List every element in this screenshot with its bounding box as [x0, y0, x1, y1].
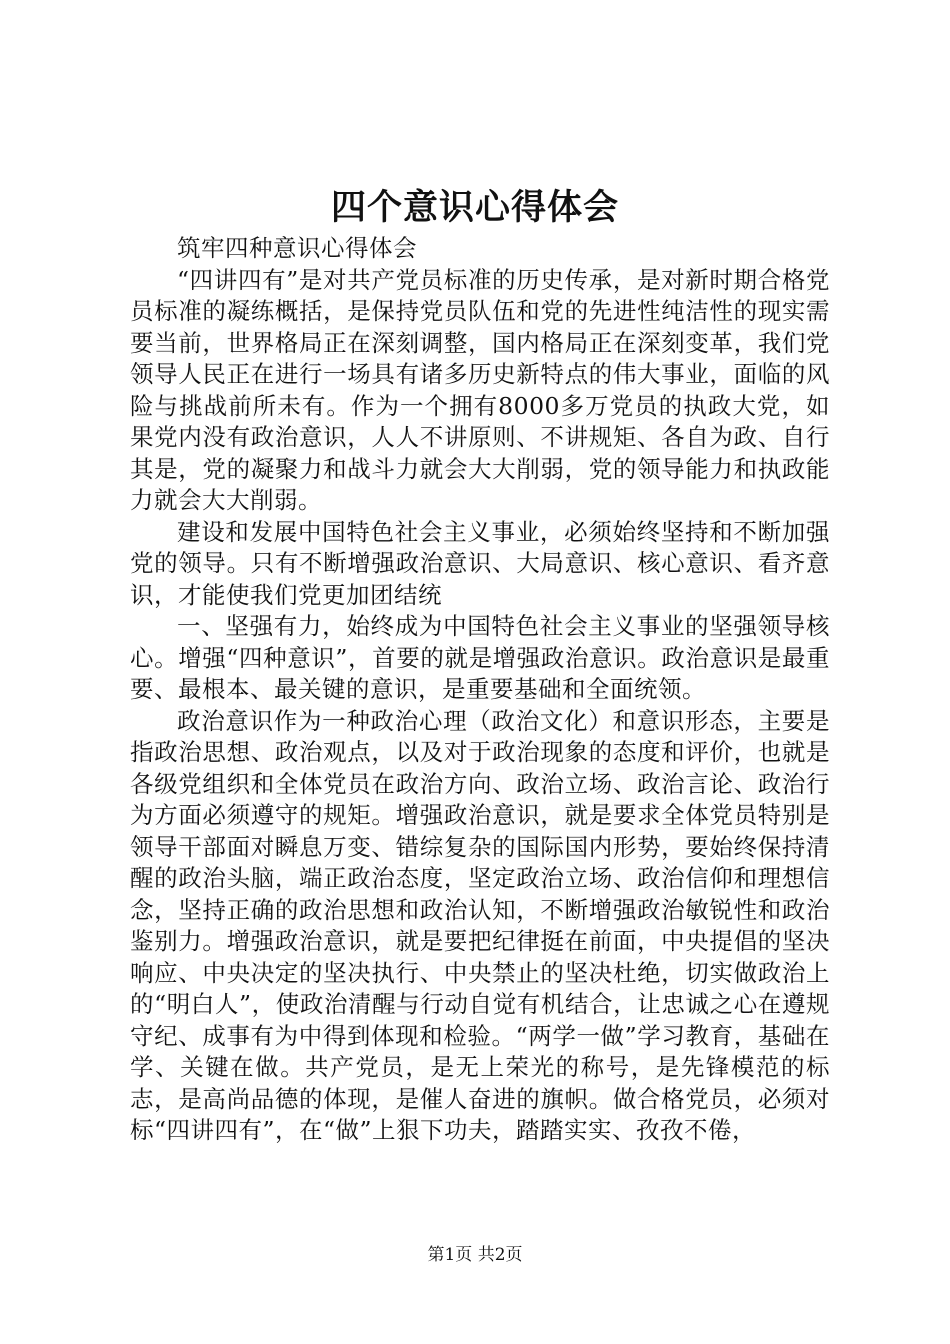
body-paragraph: 政治意识作为一种政治心理（政治文化）和意识形态，主要是指政治思想、政治观点，以及对于政治现象的态度和评价，也就是各级党组织和全体党员在政治方向、政治立场、政治言论、政治行为方面必须遵守的规矩。增强政治意识，就是要求全体党员特别是领导干部面对瞬息万变、错综复杂的国际国内形势，要始终保持清醒的政治头脑，端正政治态度，坚定政治立场、政治信仰和理想信念，坚持正确的政治思想和政治认知，不断增强政治敏锐性和政治鉴别力。增强政治意识，就是要把纪律挺在前面，中央提倡的坚决响应、中央决定的坚决执行、中央禁止的坚决杜绝，切实做政治上的“明白人”，使政治清醒与行动自觉有机结合，让忠诚之心在遵规守纪、成事有为中得到体现和检验。“两学一做”学习教育，基础在学、关键在做。共产党员，是无上荣光的称号，是先锋模范的标志，是高尚品德的体现，是催人奋进的旗帜。做合格党员，必须对标“四讲四有”，在“做”上狠下功夫，踏踏实实、孜孜不倦， — [130, 706, 830, 1144]
body-paragraph: “四讲四有”是对共产党员标准的历史传承，是对新时期合格党员标准的凝练概括，是保持党员队伍和党的先进性纯洁性的现实需要当前，世界格局正在深刻调整，国内格局正在深刻变革，我们党领导人民正在进行一场具有诸多历史新特点的伟大事业，面临的风险与挑战前所未有。作为一个拥有8000多万党员的执政大党，如果党内没有政治意识，人人不讲原则、不讲规矩、各自为政、自行其是，党的凝聚力和战斗力就会大大削弱，党的领导能力和执政能力就会大大削弱。 — [130, 265, 830, 514]
subtitle-paragraph: 筑牢四种意识心得体会 — [177, 234, 417, 262]
body-paragraph: 一、坚强有力，始终成为中国特色社会主义事业的坚强领导核心。增强“四种意识”，首要的就是增强政治意识。政治意识是最重要、最根本、最关键的意识，是重要基础和全面统领。 — [130, 612, 830, 703]
body-paragraph: 建设和发展中国特色社会主义事业，必须始终坚持和不断加强党的领导。只有不断增强政治意识、大局意识、核心意识、看齐意识，才能使我们党更加团结统 — [130, 517, 830, 609]
page-number-footer: 第1页 共2页 — [427, 1245, 523, 1265]
page-title: 四个意识心得体会 — [330, 187, 619, 228]
document-body — [130, 233, 830, 1147]
